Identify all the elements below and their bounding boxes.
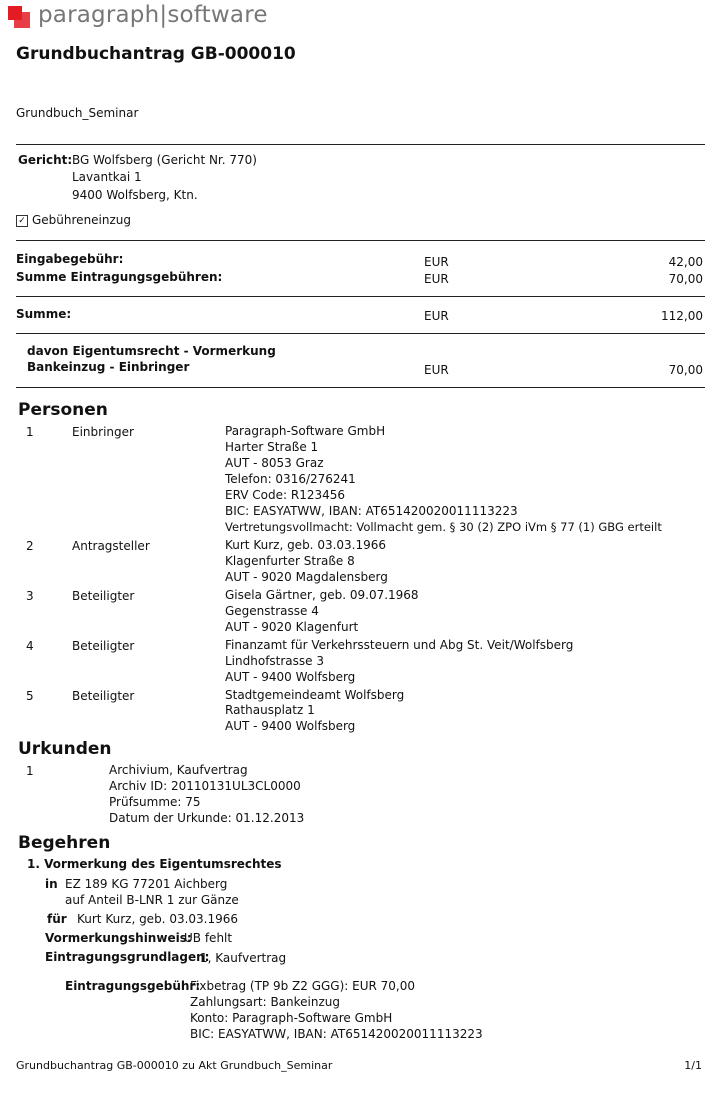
person-line: AUT - 9020 Klagenfurt (225, 620, 359, 634)
document-line: Prüfsumme: 75 (109, 795, 201, 809)
document-number: 1 (26, 764, 34, 778)
person-role: Beteiligter (72, 589, 135, 603)
document-line: Archivium, Kaufvertrag (109, 763, 248, 777)
documents-heading: Urkunden (18, 739, 112, 759)
request-in-line: EZ 189 KG 77201 Aichberg (65, 877, 228, 891)
person-role: Einbringer (72, 425, 134, 439)
request-in-label: in (45, 877, 58, 891)
request-fee-line: Zahlungsart: Bankeinzug (190, 995, 340, 1009)
person-line: Lindhofstrasse 3 (225, 654, 324, 668)
person-line: BIC: EASYATWW, IBAN: AT651420020011113223 (225, 504, 518, 518)
divider (16, 387, 705, 388)
divider (16, 333, 705, 334)
registration-fees-label: Summe Eintragungsgebühren: (16, 270, 223, 284)
divider (16, 296, 705, 297)
person-line: Vertretungsvollmacht: Vollmacht gem. § 30 (2) ZPO iVm § 77 (1) GBG erteilt (225, 520, 662, 534)
person-role: Beteiligter (72, 639, 135, 653)
person-number: 2 (26, 539, 34, 553)
entry-fee-currency: EUR (424, 255, 449, 269)
request-fee-line: BIC: EASYATWW, IBAN: AT651420020011113223 (190, 1027, 483, 1041)
company-logo-mark (8, 6, 30, 28)
person-line: ERV Code: R123456 (225, 488, 346, 502)
person-role: Beteiligter (72, 689, 135, 703)
entry-fee-amount: 42,00 (668, 255, 703, 269)
document-line: Datum der Urkunde: 01.12.2013 (109, 811, 305, 825)
court-label: Gericht: (18, 153, 73, 167)
person-line: AUT - 9400 Wolfsberg (225, 719, 356, 733)
company-logo-text: paragraph|software (38, 2, 268, 28)
divider (16, 240, 705, 241)
requests-heading: Begehren (18, 833, 111, 853)
court-city: 9400 Wolfsberg, Ktn. (72, 188, 198, 202)
of-which-line1: davon Eigentumsrecht - Vormerkung (27, 344, 276, 358)
request-note-value: UB fehlt (184, 931, 233, 945)
request-in-line: auf Anteil B-LNR 1 zur Gänze (65, 893, 239, 907)
person-line: Gegenstrasse 4 (225, 604, 319, 618)
document-line: Archiv ID: 20110131UL3CL0000 (109, 779, 301, 793)
case-name: Grundbuch_Seminar (16, 106, 139, 120)
of-which-amount: 70,00 (668, 363, 703, 377)
of-which-currency: EUR (424, 363, 449, 377)
of-which-line2: Bankeinzug - Einbringer (27, 360, 190, 374)
person-number: 4 (26, 639, 34, 653)
fee-collection-checkbox[interactable]: ✓ (16, 215, 28, 227)
request-fee-line: Konto: Paragraph-Software GmbH (190, 1011, 393, 1025)
request-for-value: Kurt Kurz, geb. 03.03.1966 (77, 912, 239, 926)
person-number: 1 (26, 425, 34, 439)
request-fee-label: Eintragungsgebühr: (65, 979, 201, 993)
person-number: 5 (26, 689, 34, 703)
footer-reference: Grundbuchantrag GB-000010 zu Akt Grundbuch_Seminar (16, 1059, 333, 1072)
divider (16, 144, 705, 145)
request-fee-line: Fixbetrag (TP 9b Z2 GGG): EUR 70,00 (190, 979, 415, 993)
total-amount: 112,00 (661, 309, 703, 323)
person-line: Stadtgemeindeamt Wolfsberg (225, 688, 405, 702)
request-for-label: für (47, 912, 67, 926)
person-line: Paragraph-Software GmbH (225, 424, 386, 438)
total-label: Summe: (16, 307, 72, 321)
registration-fees-currency: EUR (424, 272, 449, 286)
person-number: 3 (26, 589, 34, 603)
court-street: Lavantkai 1 (72, 170, 142, 184)
person-line: Gisela Gärtner, geb. 09.07.1968 (225, 588, 419, 602)
person-line: AUT - 9400 Wolfsberg (225, 670, 356, 684)
footer-page-number: 1/1 (684, 1059, 702, 1072)
person-role: Antragsteller (72, 539, 150, 553)
request-note-label: Vormerkungshinweis: (45, 931, 192, 945)
person-line: Finanzamt für Verkehrssteuern und Abg St. Veit/Wolfsberg (225, 638, 574, 652)
court-name: BG Wolfsberg (Gericht Nr. 770) (72, 153, 257, 167)
person-line: Klagenfurter Straße 8 (225, 554, 355, 568)
person-line: Harter Straße 1 (225, 440, 319, 454)
request-basis-value: 1, Kaufvertrag (200, 951, 287, 965)
persons-heading: Personen (18, 400, 108, 420)
person-line: Rathausplatz 1 (225, 703, 315, 717)
request-title: 1. Vormerkung des Eigentumsrechtes (27, 857, 282, 871)
total-currency: EUR (424, 309, 449, 323)
person-line: Telefon: 0316/276241 (225, 472, 356, 486)
page-title: Grundbuchantrag GB-000010 (16, 44, 296, 64)
registration-fees-amount: 70,00 (668, 272, 703, 286)
person-line: AUT - 9020 Magdalensberg (225, 570, 388, 584)
request-basis-label: Eintragungsgrundlagen: (45, 950, 210, 964)
fee-collection-label: Gebühreneinzug (32, 213, 132, 227)
entry-fee-label: Eingabegebühr: (16, 252, 124, 266)
person-line: AUT - 8053 Graz (225, 456, 324, 470)
person-line: Kurt Kurz, geb. 03.03.1966 (225, 538, 387, 552)
